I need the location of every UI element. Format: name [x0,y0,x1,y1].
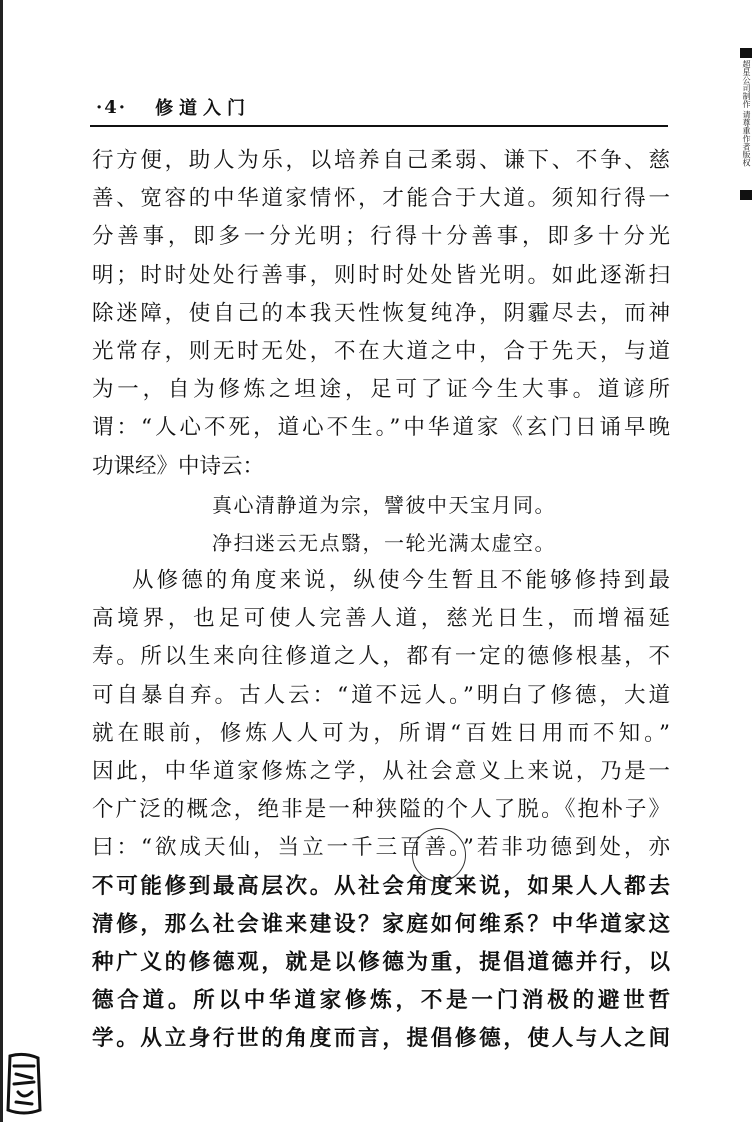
text-line: 因此，中华道家修炼之学，从社会意义上来说，乃是一 [92,759,670,784]
text-line: 就在眼前，修炼人人可为，所谓“百姓日用而不知。” [92,720,670,746]
book-title: 修道入门 [155,98,252,119]
text-line: 明；时时处处行善事，则时时处处皆光明。如此逐渐扫 [92,262,670,288]
text-line: 除迷障，使自己的本我天性恢复纯净，阴霾尽去，而神 [92,300,670,326]
text-line: 从修德的角度来说，纵使今生暂且不能够修持到最 [132,568,670,594]
spine-copyright-text: 超星公司制作 请尊重作者版权 [742,60,751,167]
text-line: 寿。所以生来向往修道之人，都有一定的德修根基，不 [92,644,670,670]
text-line: 行方便，助人为乐，以培养自己柔弱、谦下、不争、慈 [92,148,670,173]
spine-bar-top [740,48,752,58]
body-text [92,142,670,1059]
text-line: 种广义的修德观，就是以修德为重，提倡道德并行，以 [92,949,670,975]
text-line: 高境界，也足可使人完善人道，慈光日生，而增福延 [92,606,670,632]
poem-line: 净扫迷云无点翳，一轮光满太虚空。 [212,530,556,555]
text-line: 学。从立身行世的角度而言，提倡修德，使人与人之间 [92,1026,670,1052]
header-rule [90,125,668,127]
hand-drawn-circle-mark [412,828,466,882]
text-line: 光常存，则无时无处，不在大道之中，合于先天，与道 [92,338,670,364]
text-line: 曰：“欲成天仙，当立一千三百善。”若非功德到处，亦 [92,835,670,861]
text-line: 善、宽容的中华道家情怀，才能合于大道。须知行得一 [92,186,670,212]
text-line: 为一，自为修炼之坦途，足可了证今生大事。道谚所 [92,377,670,403]
text-line: 分善事，即多一分光明；行得十分善事，即多十分光 [92,224,670,250]
text-line: 不可能修到最高层次。从社会角度来说，如果人人都去 [92,873,670,899]
text-line: 功课经》中诗云： [92,453,265,479]
left-page-edge [0,0,3,1122]
text-line: 德合道。所以中华道家修炼，不是一门消极的避世哲 [92,988,670,1014]
seal-stamp-icon [4,1052,44,1116]
page-number: ·4· [96,96,128,118]
text-line: 个广泛的概念，绝非是一种狭隘的个人了脱。《抱朴子》 [92,797,670,823]
copyright-spine-mark [740,48,752,200]
spine-bar-bottom [740,190,752,200]
running-header [96,92,251,122]
text-line: 清修，那么社会谁来建设？家庭如何维系？中华道家这 [92,911,670,937]
text-line: 谓：“人心不死，道心不生。”中华道家《玄门日诵早晚 [92,415,670,441]
poem-line: 真心清静道为宗，譬彼中天宝月同。 [212,492,556,517]
text-line: 可自暴自弃。古人云：“道不远人。”明白了修德，大道 [92,682,670,708]
